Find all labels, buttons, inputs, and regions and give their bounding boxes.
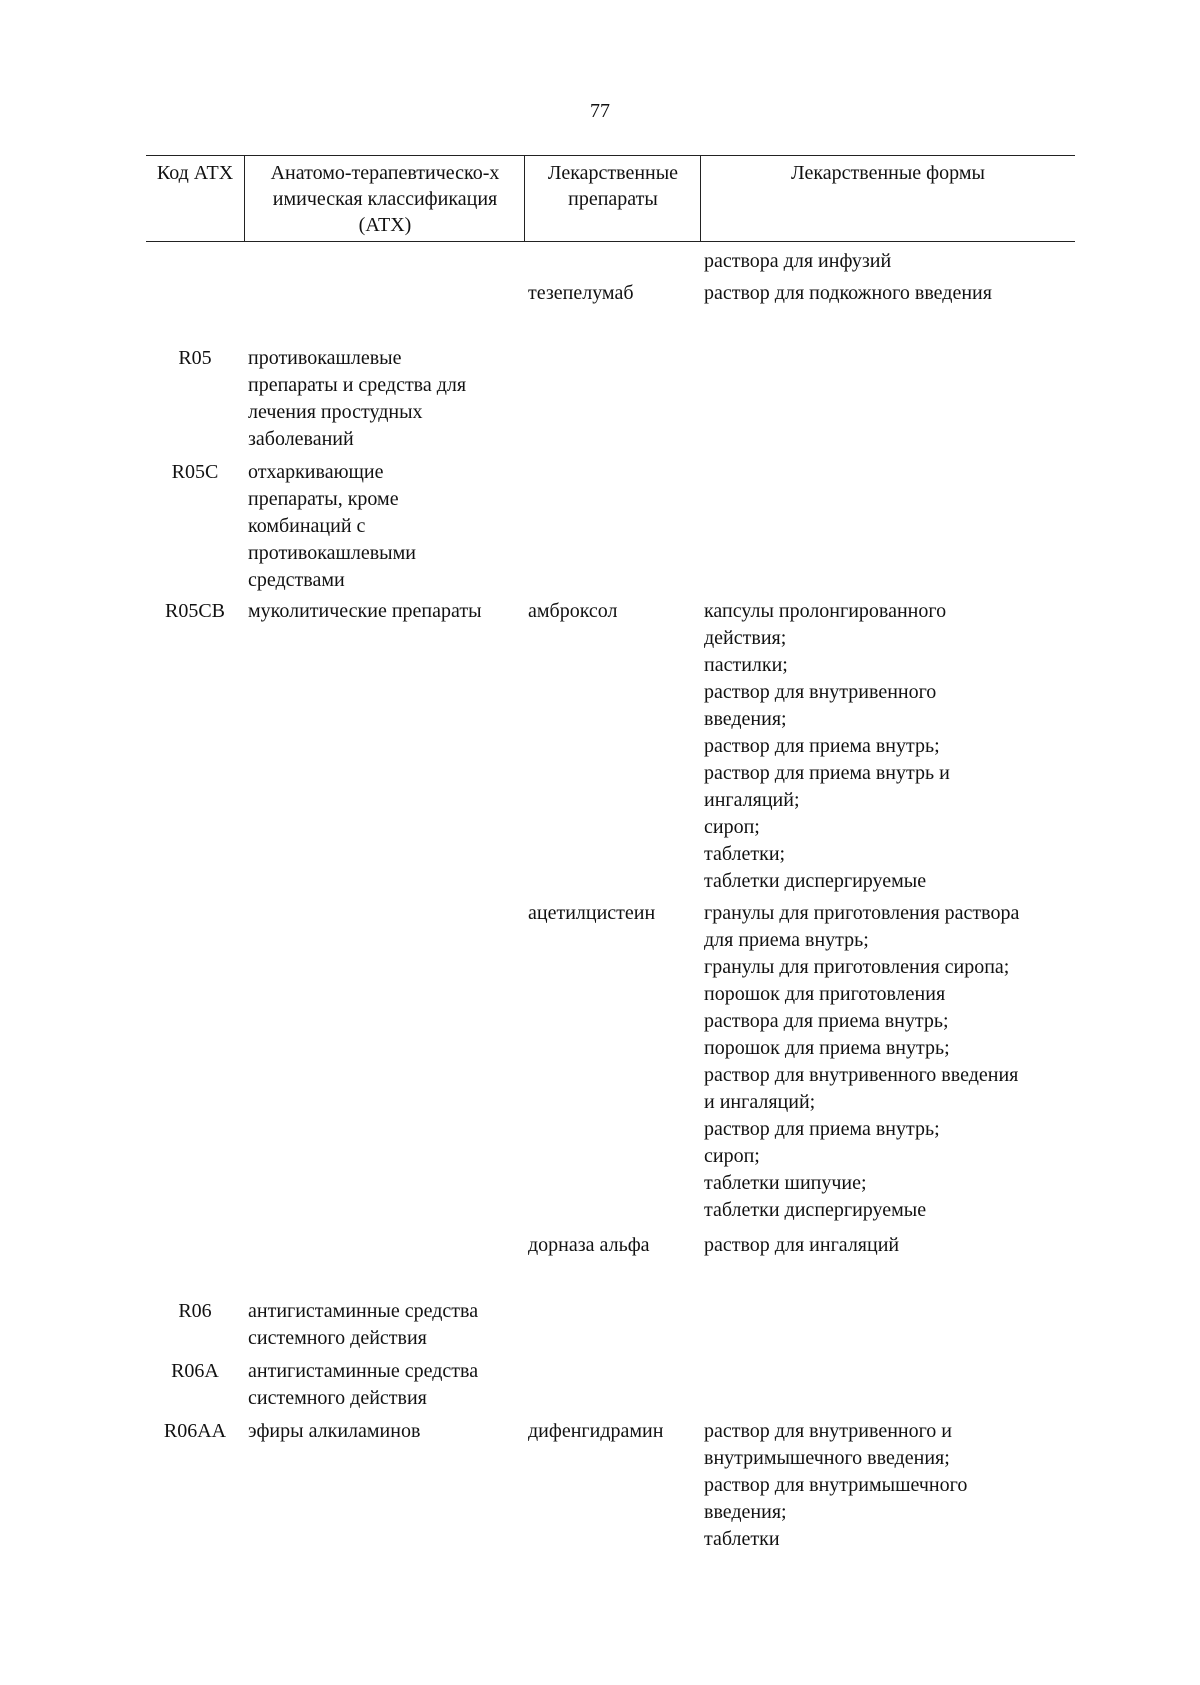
table-cell-drug: дорназа альфа	[528, 1234, 650, 1256]
table-cell-drug: ацетилцистеин	[528, 902, 656, 924]
table-cell-code: R05C	[171, 461, 219, 483]
table-cell-classification: антигистаминные средства системного действия	[248, 1300, 479, 1349]
table-cell-forms: капсулы пролонгированного действия; пастилки; раствор для внутривенного введения; раствор для приема внутрь; раствор для приема внутрь и ингаляций; сироп; таблетки; таблетки диспергируемые	[704, 600, 950, 892]
table-cell-classification: эфиры алкиламинов	[248, 1420, 421, 1442]
table-cell-code: R05CB	[164, 600, 226, 622]
table-cell-forms: раствор для подкожного введения	[704, 282, 992, 304]
header-forms: Лекарственные формы	[791, 162, 985, 184]
table-cell-classification: противокашлевые препараты и средства для лечения простудных заболеваний	[248, 347, 467, 450]
table-cell-code: R06AA	[163, 1420, 227, 1442]
header-classification: Анатомо-терапевтическо-х имическая классификация (АТХ)	[270, 162, 500, 236]
table-cell-code: R06A	[171, 1360, 219, 1382]
table-cell-forms: гранулы для приготовления раствора для приема внутрь; гранулы для приготовления сиропа; порошок для приготовления раствора для приема внутрь; порошок для приема внутрь; раствор для внутривенного введения и ингаляций; раствор для приема внутрь; сироп; таблетки шипучие; таблетки диспергируемые	[704, 902, 1020, 1221]
header-drugs: Лекарственные препараты	[547, 162, 679, 210]
page-number: 77	[590, 100, 610, 122]
header-divider	[700, 156, 701, 241]
table-cell-classification: антигистаминные средства системного действия	[248, 1360, 479, 1409]
table-cell-drug: амброксол	[528, 600, 618, 622]
header-divider	[244, 156, 245, 241]
table-cell-drug: дифенгидрамин	[528, 1420, 664, 1442]
header-code: Код АТХ	[156, 162, 234, 184]
table-cell-classification: отхаркивающие препараты, кроме комбинаций с противокашлевыми средствами	[248, 461, 416, 591]
table-header-rule	[146, 241, 1075, 242]
header-divider	[524, 156, 525, 241]
table-cell-classification: муколитические препараты	[248, 600, 482, 622]
table-cell-drug: тезепелумаб	[528, 282, 634, 304]
table-cell-forms: раствор для внутривенного и внутримышечного введения; раствор для внутримышечного введения; таблетки	[704, 1420, 968, 1550]
table-cell-code: R06	[178, 1300, 212, 1322]
table-top-rule	[146, 155, 1075, 156]
table-cell-code: R05	[178, 347, 212, 369]
table-cell-forms: раствора для инфузий	[704, 250, 892, 272]
table-cell-forms: раствор для ингаляций	[704, 1234, 900, 1256]
